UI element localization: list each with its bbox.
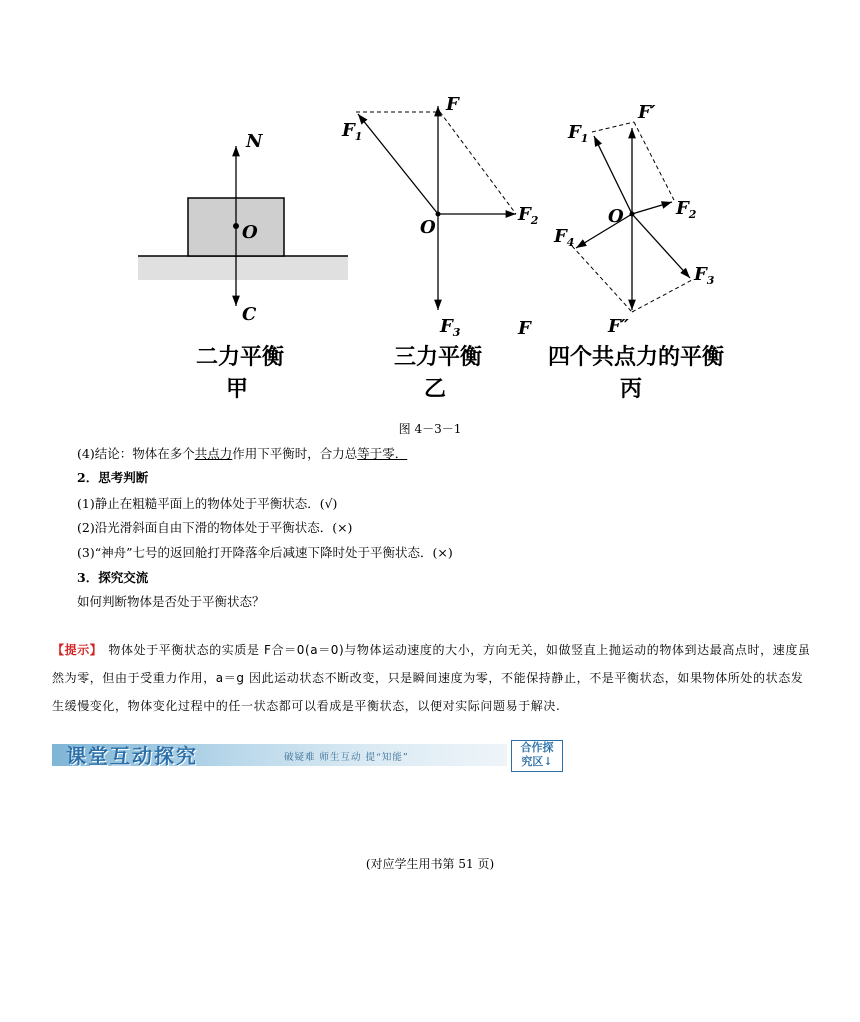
ground (138, 256, 348, 280)
dash-a (592, 122, 634, 132)
section-heading-2: 2．思考判断 (77, 470, 149, 485)
label-O: O (608, 206, 624, 227)
banner-badge (511, 740, 563, 772)
banner-subtitle: 破疑难 师生互动 提“知能” (284, 752, 409, 763)
point-O (436, 212, 441, 217)
force-diagrams-svg (120, 88, 760, 408)
badge-line-2: 究区↓ (521, 755, 553, 768)
sub-jia: 甲 (226, 376, 249, 402)
panel-four-force (548, 102, 724, 402)
badge-line-1: 合作探 (520, 741, 554, 754)
conclusion-part-d: 等于零． (357, 446, 408, 461)
section-banner (52, 738, 564, 772)
label-C: C (242, 304, 257, 325)
figure-caption: 图 4－3－1 (398, 422, 462, 436)
label-O: O (242, 222, 258, 243)
label-F2: $F_2$ (676, 198, 697, 221)
dash-c (572, 246, 632, 312)
label-O: O (420, 217, 436, 238)
sub-yi: 乙 (424, 376, 447, 402)
label-N: N (246, 131, 263, 152)
page-footer: (对应学生用书第 51 页) (365, 857, 495, 871)
conclusion-part-c: 作用下平衡时，合力总 (232, 446, 358, 461)
judgement-3: (3)“神舟”七号的返回舱打开降落伞后减速下降时处于平衡状态．(×) (77, 545, 453, 560)
force-F1-arrow (594, 136, 632, 214)
label-F4: $F_4$ (554, 226, 575, 249)
conclusion-part-a: (4)结论：物体在多个 (77, 446, 195, 461)
label-F1: $F_1$ (342, 120, 363, 143)
dash-b (634, 122, 674, 200)
label-Fprime: F′ (638, 102, 656, 123)
tip-text: 物体处于平衡状态的实质是 F合＝0(a＝0)与物体运动速度的大小，方向无关，如做竖直上抛运动的物体到达最高点时，速度虽然为零，但由于受重力作用，a＝g 因此运动状态不断改变，只是瞬间速度为零，不能保持静止，不是平衡状态，如果物体所处的状态发生缓慢变化，物体变化过程中的任一状态都可以看成是平衡状态，以便对实际问题易于解决. (52, 643, 811, 713)
tip-paragraph (52, 636, 812, 720)
label-F3: $F_3$ (694, 264, 715, 287)
dash-right (440, 112, 516, 214)
label-stray-F: F (518, 318, 531, 339)
title-three-force: 三力平衡 (394, 344, 483, 370)
sub-bing: 丙 (620, 376, 643, 402)
question-line: 如何判断物体是否处于平衡状态？ (77, 594, 265, 609)
panel-three-force (341, 94, 539, 402)
label-F: F (446, 94, 459, 115)
section-heading-3: 3．探究交流 (77, 570, 149, 585)
label-F3: $F_3$ (440, 316, 461, 339)
conclusion-part-b: 共点力 (194, 446, 233, 461)
panel-two-force (138, 131, 348, 402)
point-O (233, 223, 239, 229)
force-diagram-figure (120, 88, 760, 408)
conclusion-line (77, 444, 407, 462)
judgement-2: (2)沿光滑斜面自由下滑的物体处于平衡状态．(×) (77, 520, 353, 535)
point-O (630, 212, 635, 217)
label-Fpp: F″ (608, 316, 629, 337)
title-four-force: 四个共点力的平衡 (548, 344, 725, 370)
force-F3-arrow (632, 214, 690, 278)
dash-d (632, 280, 692, 312)
banner-title: 课堂互动探究 (66, 744, 198, 768)
force-F2-arrow (632, 202, 672, 214)
tip-label: 【提示】 (52, 643, 103, 657)
force-F1-arrow (358, 114, 438, 214)
label-F1: $F_1$ (568, 122, 589, 145)
label-F2: $F_2$ (518, 204, 539, 227)
title-two-force: 二力平衡 (196, 344, 285, 370)
judgement-1: (1)静止在粗糙平面上的物体处于平衡状态．(√) (77, 496, 338, 511)
